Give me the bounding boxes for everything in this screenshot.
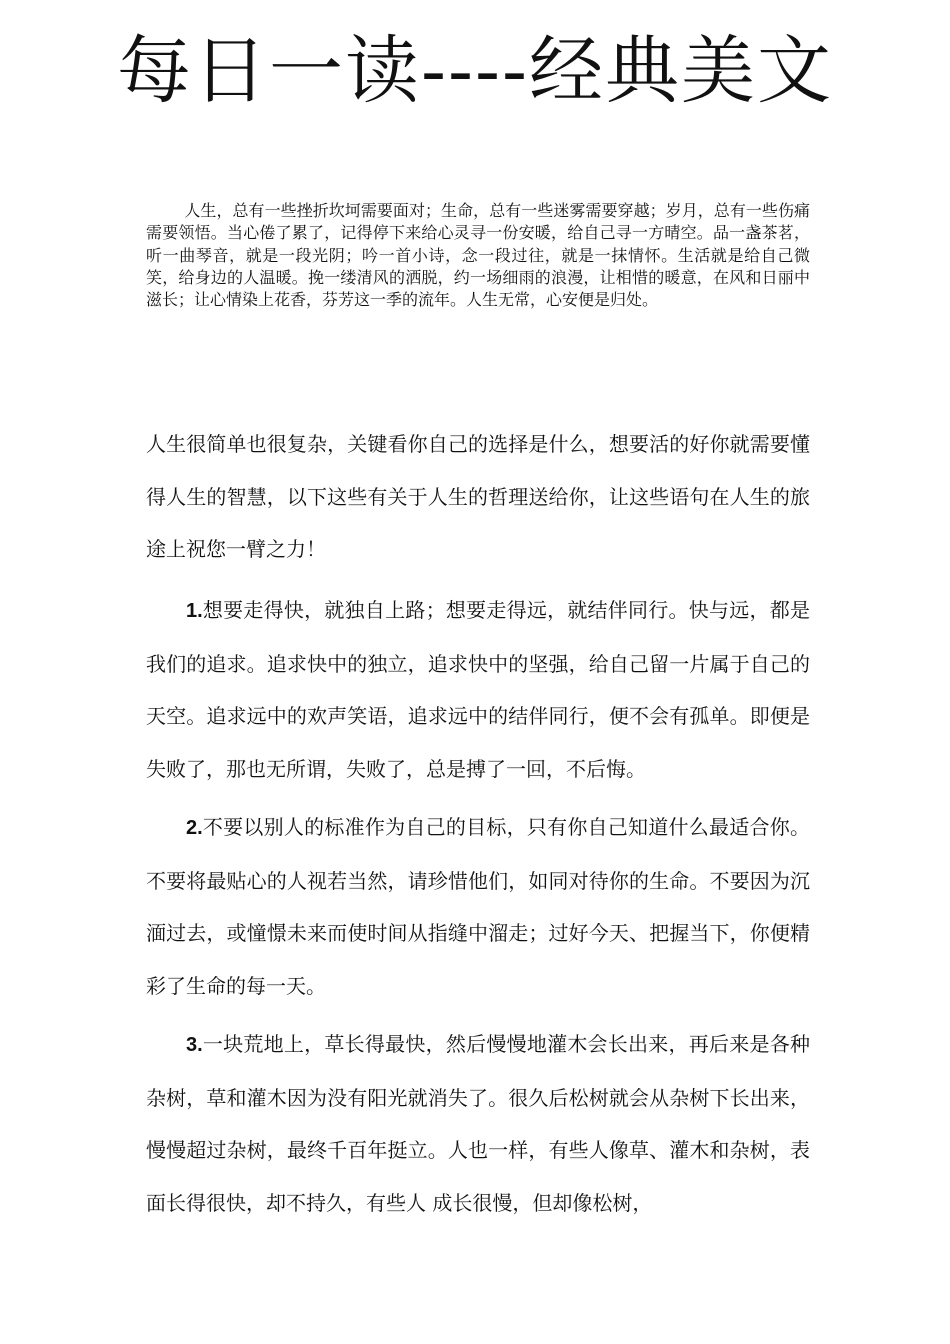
list-item-2 bbox=[146, 801, 810, 1013]
item-number: 3. bbox=[186, 1034, 203, 1056]
item-text: 想要走得快，就独自上路；想要走得远，就结伴同行。快与远，都是我们的追求。追求快中的独立，追求快中的坚强，给自己留一片属于自己的天空。追求远中的欢声笑语，追求远中的结伴同行，便不会有孤单。即便是失败了，那也无所谓，失败了，总是搏了一回，不后悔。 bbox=[146, 598, 810, 782]
item-number: 1. bbox=[186, 600, 203, 622]
list-item-1 bbox=[146, 584, 810, 796]
intro-paragraph: 人生，总有一些挫折坎坷需要面对；生命，总有一些迷雾需要穿越；岁月，总有一些伤痛需要领悟。当心倦了累了，记得停下来给心灵寻一份安暖，给自己寻一方晴空。品一盏茶茗，听一曲琴音，就是一段光阴；吟一首小诗，念一段过往，就是一抹情怀。生活就是给自己微笑，给身边的人温暖。挽一缕清风的洒脱，约一场细雨的浪漫，让相惜的暖意，在风和日丽中滋长；让心情染上花香，芬芳这一季的流年。人生无常，心安便是归处。 bbox=[146, 201, 810, 310]
list-item-3 bbox=[146, 1018, 810, 1230]
item-text: 不要以别人的标准作为自己的目标，只有你自己知道什么最适合你。不要将最贴心的人视若当然，请珍惜他们，如同对待你的生命。不要因为沉湎过去，或憧憬未来而使时间从指缝中溜走；过好今天、把握当下，你便精彩了生命的每一天。 bbox=[146, 815, 810, 999]
lead-paragraph: 人生很简单也很复杂，关键看你自己的选择是什么，想要活的好你就需要懂得人生的智慧，以下这些有关于人生的哲理送给你，让这些语句在人生的旅途上祝您一臂之力！ bbox=[146, 432, 810, 562]
page-title: 每日一读----经典美文 bbox=[116, 28, 833, 114]
item-number: 2. bbox=[186, 817, 203, 839]
item-text: 一块荒地上，草长得最快，然后慢慢地灌木会长出来，再后来是各种杂树，草和灌木因为没有阳光就消失了。很久后松树就会从杂树下长出来，慢慢超过杂树，最终千百年挺立。人也一样，有些人像草、灌木和杂树，表面长得很快，却不持久，有些人 成长很慢，但却像松树， bbox=[146, 1032, 810, 1216]
